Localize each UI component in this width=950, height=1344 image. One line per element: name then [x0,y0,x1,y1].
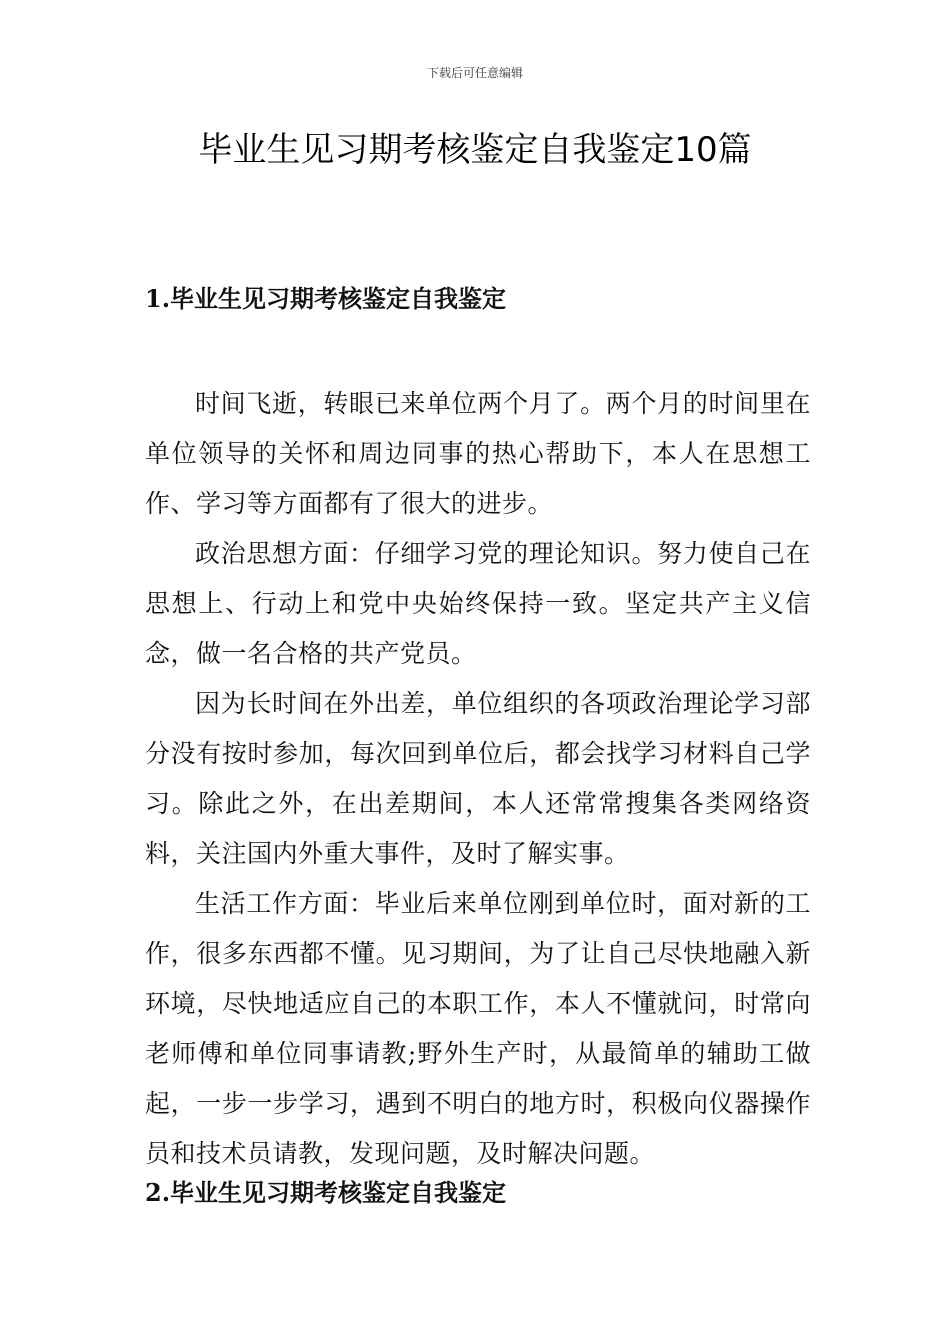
paragraph: 时间飞逝，转眼已来单位两个月了。两个月的时间里在单位领导的关怀和周边同事的热心帮助下，本人在思想工作、学习等方面都有了很大的进步。 [145,389,811,518]
section-heading-1: 1.毕业生见习期考核鉴定自我鉴定 [145,284,507,313]
header-note: 下载后可任意编辑 [426,66,523,80]
paragraph: 政治思想方面：仔细学习党的理论知识。努力使自己在思想上、行动上和党中央始终保持一致。坚定共产主义信念，做一名合格的共产党员。 [145,539,811,668]
section-heading-2: 2.毕业生见习期考核鉴定自我鉴定 [145,1178,507,1207]
paragraph: 生活工作方面：毕业后来单位刚到单位时，面对新的工作，很多东西都不懂。见习期间，为了让自己尽快地融入新环境，尽快地适应自己的本职工作，本人不懂就问，时常向老师傅和单位同事请教;野外生产时，从最简单的辅助工做起，一步一步学习，遇到不明白的地方时，积极向仪器操作员和技术员请教，发现问题，及时解决问题。 [145,889,811,1168]
paragraph: 因为长时间在外出差，单位组织的各项政治理论学习部分没有按时参加，每次回到单位后，都会找学习材料自己学习。除此之外，在出差期间，本人还常常搜集各类网络资料，关注国内外重大事件，及时了解实事。 [145,689,811,868]
document-title: 毕业生见习期考核鉴定自我鉴定10篇 [198,130,752,170]
section-1-body [145,379,811,1179]
